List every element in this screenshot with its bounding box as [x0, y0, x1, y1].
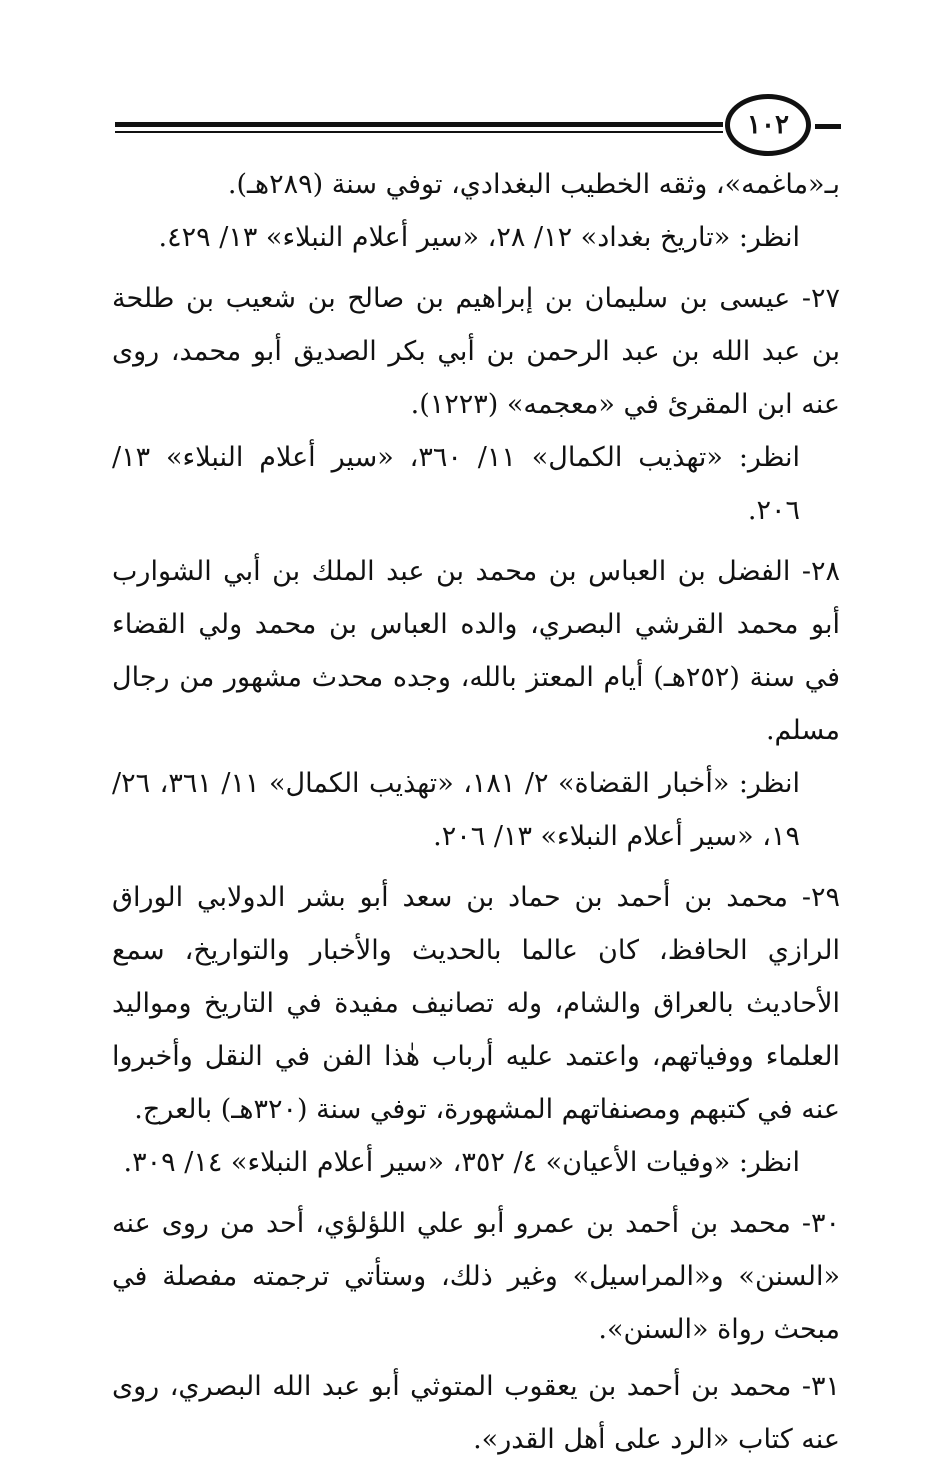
paragraph-continuation: بـ«ماغمه»، وثقه الخطيب البغدادي، توفي سنة (٢٨٩هـ).: [227, 169, 840, 200]
page-number-badge: [725, 94, 811, 156]
reference-line: انظر: «تاريخ بغداد» ١٢/ ٢٨، «سير أعلام النبلاء» ١٣/ ٤٢٩.: [158, 222, 800, 253]
biography-entry-30: ٣٠- محمد بن أحمد بن عمرو أبو علي اللؤلؤي، أحد من روى عنه «السنن» و«المراسيل» وغير ذلك، وستأتي ترجمته مفصلة في مبحث رواة «السنن».: [112, 1208, 840, 1345]
biography-entry-29: ٢٩- محمد بن أحمد بن حماد بن سعد أبو بشر الدولابي الوراق الرازي الحافظ، كان عالما بالحديث والأخبار والتواريخ، سمع الأحاديث بالعراق والشام، وله تصانيف مفيدة في التاريخ ومواليد العلماء ووفياتهم، واعتمد عليه أرباب هٰذا الفن في النقل وأخبروا عنه في كتبهم ومصنفاتهم المشهورة، توفي سنة (٣٢٠هـ) بالعرج.: [112, 882, 840, 1125]
biography-entry-27: ٢٧- عيسى بن سليمان بن إبراهيم بن صالح بن شعيب بن طلحة بن عبد الله بن عبد الرحمن بن أبي بكر الصديق أبو محمد، روى عنه ابن المقرئ في «معجمه» (١٢٢٣).: [112, 283, 840, 420]
header-rule-thick: [115, 122, 723, 127]
header-rule-right: [815, 124, 841, 129]
page-header: [0, 0, 949, 170]
page-body: [112, 158, 840, 1466]
page-number: ١٠٢: [747, 110, 789, 140]
header-rule-thin: [115, 131, 723, 133]
reference-line: انظر: «تهذيب الكمال» ١١/ ٣٦٠، «سير أعلام النبلاء» ١٣/ ٢٠٦.: [112, 442, 800, 526]
reference-line: انظر: «وفيات الأعيان» ٤/ ٣٥٢، «سير أعلام النبلاء» ١٤/ ٣٠٩.: [123, 1147, 800, 1178]
reference-line: انظر: «أخبار القضاة» ٢/ ١٨١، «تهذيب الكمال» ١١/ ٣٦١، ٢٦/ ١٩، «سير أعلام النبلاء» ١٣/ ٢٠٦.: [112, 768, 800, 852]
biography-entry-28: ٢٨- الفضل بن العباس بن محمد بن عبد الملك بن أبي الشوارب أبو محمد القرشي البصري، والده العباس بن محمد ولي القضاء في سنة (٢٥٢هـ) أيام المعتز بالله، وجده محدث مشهور من رجال مسلم.: [112, 556, 841, 746]
biography-entry-31: ٣١- محمد بن أحمد بن يعقوب المتوثي أبو عبد الله البصري، روى عنه كتاب «الرد على أهل القدر».: [112, 1371, 840, 1455]
